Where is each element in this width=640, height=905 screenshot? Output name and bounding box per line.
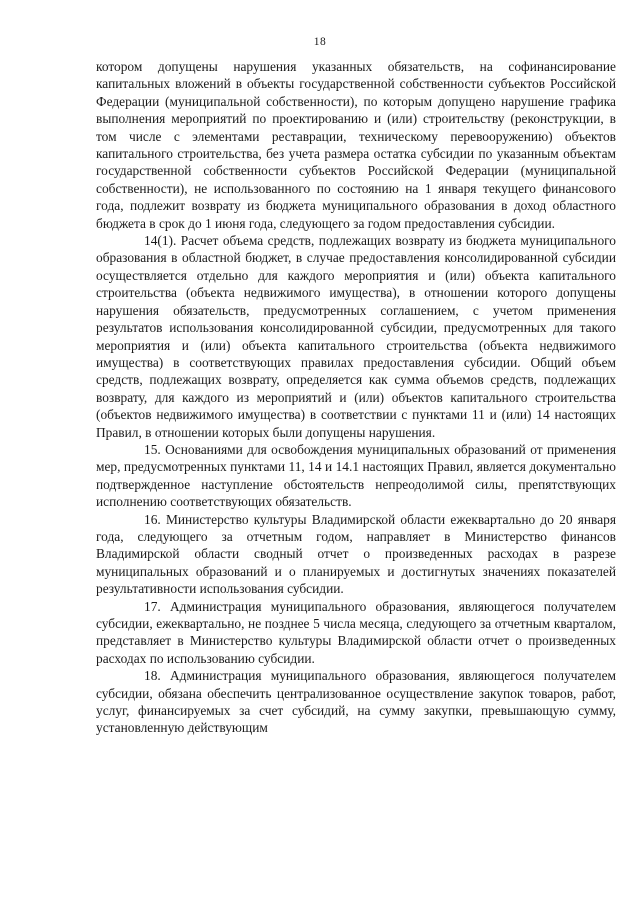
page-number: 18 (313, 36, 327, 48)
paragraph-continuation: котором допущены нарушения указанных обязательств, на софинансирование капитальных вложений в объекты государственной собственности субъектов Российской Федерации (муниципальной собственности), по которым допущено нарушение графика выполнения мероприятий по проектированию и (или) строительству (реконструкции, в том числе с элементами реставрации, техническому перевооружению) объектов капитального строительства, без учета размера остатка субсидии по указанным объектам государственной собственности субъектов Российской Федерации (муниципальной собственности), не использованного по состоянию на 1 января текущего финансового года, подлежит возврату из бюджета муниципального образования в доход областного бюджета в срок до 1 июня года, следующего за годом предоставления субсидии. (96, 59, 616, 231)
document-body (96, 58, 616, 737)
paragraph-14-1: 14(1). Расчет объема средств, подлежащих возврату из бюджета муниципального образования в областной бюджет, в случае предоставления консолидированной субсидии осуществляется отдельно для каждого мероприятия и (или) объекта капитального строительства (объекта недвижимого имущества), в отношении которого допущены нарушения обязательств, предусмотренных соглашением, с учетом применения результатов использования консолидированной субсидии, предусмотренных для такого мероприятия и (или) объекта капитального строительства (объекта недвижимого имущества) в соответствующих правилах предоставления субсидии. Общий объем средств, подлежащих возврату, определяется как сумма объемов средств, подлежащих возврату, для каждого из мероприятий и (или) объектов капитального строительства (объектов недвижимого имущества) в соответствии с пунктами 11 и (или) 14 настоящих Правил, в отношении которых были допущены нарушения. (96, 233, 616, 440)
paragraph-16: 16. Министерство культуры Владимирской области ежеквартально до 20 января года, следующего за отчетным годом, направляет в Министерство финансов Владимирской области сводный отчет о произведенных расходах в разрезе муниципальных образований и о планируемых и достигнутых значениях показателей результативности использования субсидии. (96, 511, 616, 597)
paragraph-15: 15. Основаниями для освобождения муниципальных образований от применения мер, предусмотренных пунктами 11, 14 и 14.1 настоящих Правил, является документально подтвержденное наступление обстоятельств непреодолимой силы, препятствующих исполнению соответствующих обязательств. (96, 441, 616, 510)
paragraph-17: 17. Администрация муниципального образования, являющегося получателем субсидии, ежеквартально, не позднее 5 числа месяца, следующего за отчетным кварталом, представляет в Министерство культуры Владимирской области отчет о произведенных расходах по использованию субсидии. (96, 598, 616, 666)
paragraph-18: 18. Администрация муниципального образования, являющегося получателем субсидии, обязана обеспечить централизованное осуществление закупок товаров, работ, услуг, финансируемых за счет субсидий, на сумму закупки, превышающую сумму, установленную действующим (96, 668, 616, 736)
